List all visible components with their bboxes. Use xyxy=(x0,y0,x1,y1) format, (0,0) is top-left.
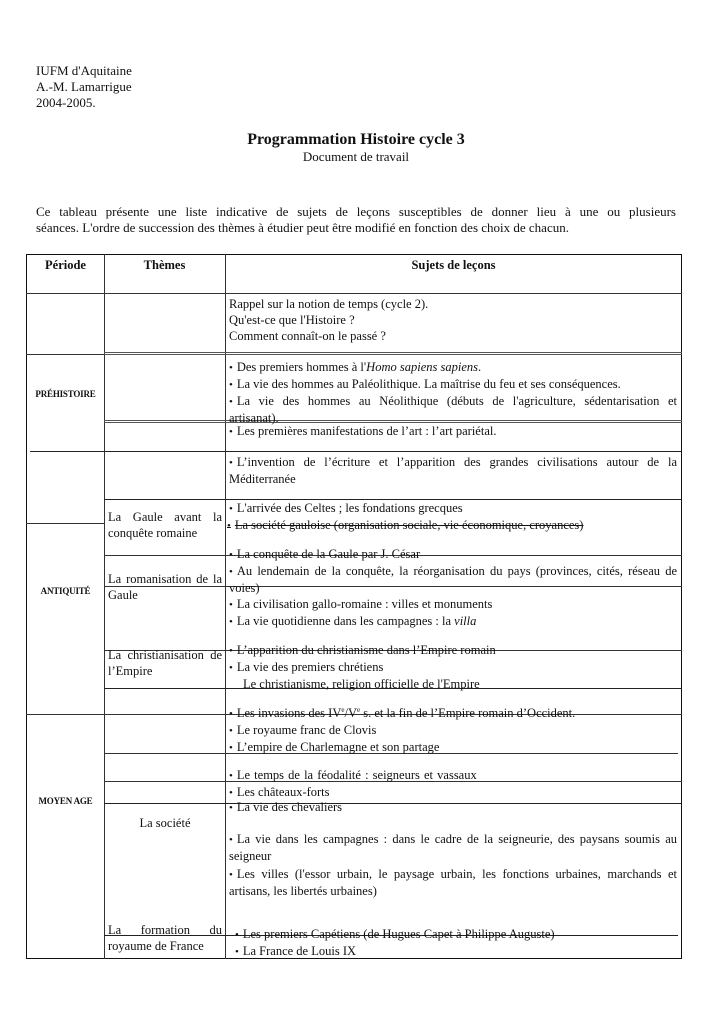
subject-line: Comment connaît-on le passé ? xyxy=(229,329,386,343)
moyen-age-feodalite-subjects xyxy=(229,767,677,816)
row-divider xyxy=(30,451,682,452)
antiquite-christianisation-subjects xyxy=(229,642,677,692)
subject-item: • La civilisation gallo-romaine : villes et monuments xyxy=(229,596,677,613)
row-divider xyxy=(26,354,104,355)
document-subtitle: Document de travail xyxy=(302,149,410,164)
subject-item: • Les premières manifestations de l’art : l’art pariétal. xyxy=(229,423,677,440)
subject-item: • L’empire de Charlemagne et son partage xyxy=(229,739,677,756)
prehistoire-art-subject xyxy=(229,423,677,440)
subject-item: • Les premiers Capétiens (de Hugues Capet à Philippe Auguste) xyxy=(229,926,677,943)
intro-line-2: séances. L'ordre de succession des thèmes à étudier peut être modifié en fonction des choix de chacun. xyxy=(36,220,569,235)
column-divider-2 xyxy=(225,254,226,959)
subject-item: • La vie des premiers chrétiens xyxy=(229,659,677,676)
row-divider xyxy=(26,523,104,524)
antiquite-gaule-subjects xyxy=(229,500,677,534)
subject-item: • La société gauloise (organisation sociale, vie économique, croyances) xyxy=(227,517,677,534)
subject-item: • L’invention de l’écriture et l’apparition des grandes civilisations autour de la Méditerranée xyxy=(229,454,677,487)
period-prehistoire: PRÉHISTOIRE xyxy=(35,389,96,399)
subject-item: • Les villes (l'essor urbain, le paysage urbain, les fonctions urbaines, marchands et artisans, les libertés urbaines) xyxy=(229,866,677,899)
subject-item: • La France de Louis IX xyxy=(229,943,677,960)
intro-paragraph xyxy=(36,204,676,236)
theme-societe: La société xyxy=(139,816,191,830)
theme-formation: La formation du royaume de France xyxy=(108,923,222,953)
subject-item: • La vie des chevaliers xyxy=(229,799,677,816)
theme-gaule: La Gaule avant la conquête romaine xyxy=(108,510,222,540)
row-divider xyxy=(26,293,682,294)
school-year: 2004-2005. xyxy=(36,95,96,110)
moyen-age-formation-subjects xyxy=(229,926,677,960)
moyen-age-haut-subjects xyxy=(229,705,677,756)
row-divider xyxy=(104,352,682,355)
theme-romanisation: La romanisation de la Gaule xyxy=(108,572,222,602)
column-header-sujets: Sujets de leçons xyxy=(411,258,496,272)
subject-line: Rappel sur la notion de temps (cycle 2). xyxy=(229,297,429,311)
subject-item: • Des premiers hommes à l'Homo sapiens sapiens. xyxy=(229,359,677,376)
antiquite-ecriture-subject xyxy=(229,454,677,487)
antiquite-romanisation-subjects xyxy=(229,546,677,630)
subject-item: • La vie des hommes au Néolithique (débuts de l'agriculture, sédentarisation et artisanat). xyxy=(229,393,677,426)
column-header-themes: Thèmes xyxy=(143,258,186,272)
subject-item: • La conquête de la Gaule par J. César xyxy=(229,546,677,563)
subject-item: • La vie des hommes au Paléolithique. La maîtrise du feu et ses conséquences. xyxy=(229,376,677,393)
subject-item: • Le temps de la féodalité : seigneurs et vassaux xyxy=(229,767,677,784)
subject-item: • Les châteaux-forts xyxy=(229,784,677,801)
column-divider-1 xyxy=(104,254,105,959)
subject-item: Le christianisme, religion officielle de l'Empire xyxy=(243,677,480,691)
document-title: Programmation Histoire cycle 3 xyxy=(247,131,465,148)
intro-row-subjects xyxy=(229,296,677,344)
institution-name: IUFM d'Aquitaine xyxy=(36,63,132,78)
subject-item: • Le royaume franc de Clovis xyxy=(229,722,677,739)
subject-item: • L'arrivée des Celtes ; les fondations grecques xyxy=(229,500,677,517)
subject-item: • L’apparition du christianisme dans l’Empire romain xyxy=(229,642,677,659)
subject-item: • Les invasions des IVe/Ve s. et la fin de l’Empire romain d’Occident. xyxy=(229,705,677,722)
subject-line: Qu'est-ce que l'Histoire ? xyxy=(229,313,355,327)
prehistoire-subjects xyxy=(229,359,677,426)
intro-line-1: Ce tableau présente une liste indicative de sujets de leçons susceptibles de donner lieu à une ou plusieurs xyxy=(36,204,676,219)
period-moyen-age: MOYEN AGE xyxy=(38,796,93,806)
column-header-periode: Période xyxy=(45,258,86,272)
subject-item: • La vie quotidienne dans les campagnes : la villa xyxy=(229,613,677,630)
subject-item: • Au lendemain de la conquête, la réorganisation du pays (provinces, cités, réseau de voies) xyxy=(229,563,677,596)
author-name: A.-M. Lamarrigue xyxy=(36,79,132,94)
moyen-age-societe-subjects xyxy=(229,831,677,899)
period-antiquite: ANTIQUITÉ xyxy=(40,586,91,596)
subject-item: • La vie dans les campagnes : dans le cadre de la seigneurie, des paysans soumis au seigneur xyxy=(229,831,677,864)
theme-christianisation: La christianisation de l’Empire xyxy=(108,648,222,678)
